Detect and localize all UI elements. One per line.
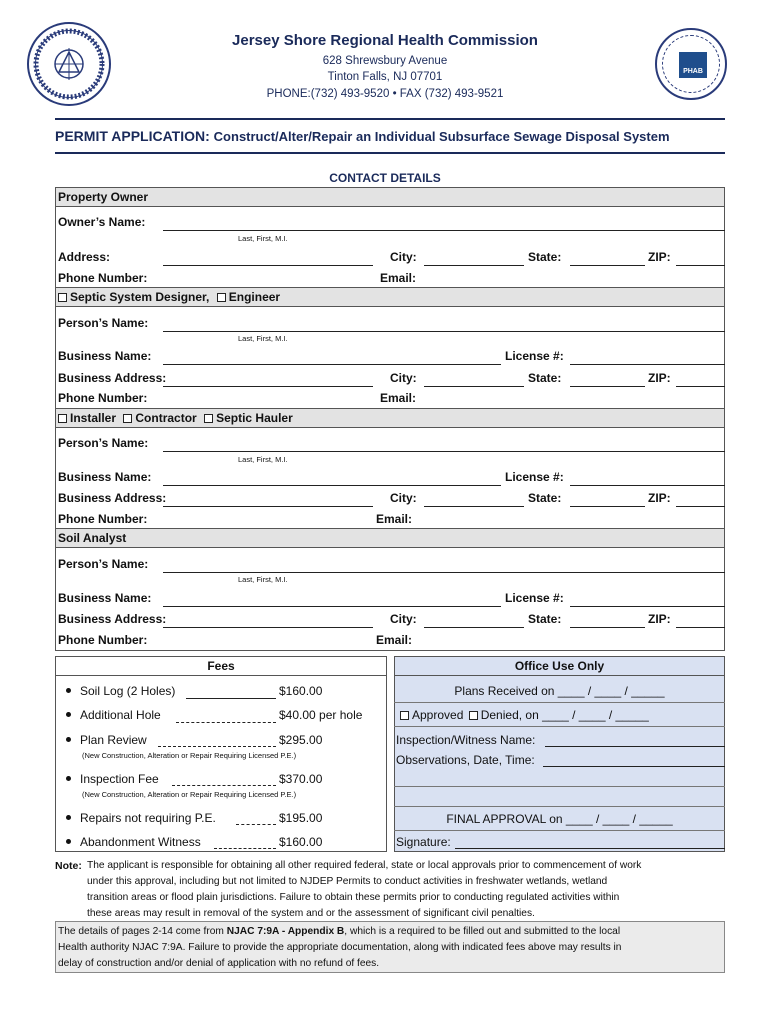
street-address: 628 Shrewsbury Avenue bbox=[322, 55, 448, 67]
signature-label: Signature: bbox=[396, 835, 451, 849]
address-field[interactable] bbox=[163, 265, 373, 266]
soil-state-label: State: bbox=[528, 612, 562, 626]
approval-row bbox=[400, 708, 649, 722]
title-bottom-rule bbox=[55, 152, 725, 154]
name-hint: Last, First, M.I. bbox=[238, 234, 288, 243]
soil-city-label: City: bbox=[390, 612, 417, 626]
address-label: Address: bbox=[58, 250, 111, 264]
signature-field[interactable] bbox=[455, 848, 725, 849]
designer-label: Septic System Designer, bbox=[70, 290, 210, 304]
section-soil-analyst-label: Soil Analyst bbox=[58, 531, 127, 545]
contact-details-heading: CONTACT DETAILS bbox=[329, 171, 441, 185]
fee-inspection-label: Inspection Fee bbox=[80, 772, 159, 786]
hauler-checkbox[interactable] bbox=[204, 414, 213, 423]
state-label: State: bbox=[528, 250, 562, 264]
installer-persons-name-label: Person’s Name: bbox=[58, 436, 149, 450]
fee-bullet bbox=[66, 688, 71, 693]
inspection-witness-label: Inspection/Witness Name: bbox=[396, 733, 536, 747]
appendix-line-1a: The details of pages 2-14 come from bbox=[58, 926, 227, 937]
email-label: Email: bbox=[380, 271, 417, 285]
designer-persons-name-label: Person’s Name: bbox=[58, 316, 149, 330]
soil-business-address-label: Business Address: bbox=[58, 612, 167, 626]
plans-received: Plans Received on ____ / ____ / _____ bbox=[454, 684, 665, 698]
phab-logo bbox=[655, 28, 727, 100]
designer-license-label: License #: bbox=[505, 349, 564, 363]
approved-label: Approved bbox=[412, 708, 464, 722]
installer-business-address-label: Business Address: bbox=[58, 491, 167, 505]
engineer-label: Engineer bbox=[228, 290, 281, 304]
page-title bbox=[55, 128, 670, 145]
owners-name-field[interactable] bbox=[163, 230, 725, 231]
soil-license-field[interactable] bbox=[570, 606, 725, 607]
office-divider bbox=[394, 830, 725, 831]
appendix-line-3: delay of construction and/or denial of application with no refund of fees. bbox=[58, 958, 380, 969]
office-divider bbox=[394, 806, 725, 807]
fee-bullet bbox=[66, 815, 71, 820]
inspection-witness-field[interactable] bbox=[545, 746, 725, 747]
soil-business-address-field[interactable] bbox=[163, 627, 373, 628]
designer-city-label: City: bbox=[390, 371, 417, 385]
installer-business-address-field[interactable] bbox=[163, 506, 373, 507]
fee-bullet bbox=[66, 839, 71, 844]
owners-name-label: Owner’s Name: bbox=[58, 215, 146, 229]
observations-label: Observations, Date, Time: bbox=[396, 753, 535, 767]
designer-zip-label: ZIP: bbox=[648, 371, 671, 385]
office-divider bbox=[394, 786, 725, 787]
denied-checkbox[interactable] bbox=[469, 711, 478, 720]
installer-license-field[interactable] bbox=[570, 485, 725, 486]
hauler-label: Septic Hauler bbox=[216, 411, 293, 425]
soil-business-name-field[interactable] bbox=[163, 606, 501, 607]
phone-label: Phone Number: bbox=[58, 271, 148, 285]
fee-additional-hole-line[interactable] bbox=[176, 722, 276, 723]
fee-bullet bbox=[66, 776, 71, 781]
contact-line: PHONE:(732) 493-9520 • FAX (732) 493-9521 bbox=[266, 88, 504, 100]
fee-plan-review-label: Plan Review bbox=[80, 733, 147, 747]
soil-zip-field[interactable] bbox=[676, 627, 725, 628]
fee-soil-log-price: $160.00 bbox=[279, 684, 323, 698]
org-name: Jersey Shore Regional Health Commission bbox=[232, 32, 538, 49]
installer-name-hint: Last, First, M.I. bbox=[238, 455, 288, 464]
fee-plan-review-line[interactable] bbox=[158, 746, 276, 747]
appendix-line-1c: , which is a required to be filled out and submitted to the local bbox=[344, 926, 621, 937]
installer-license-label: License #: bbox=[505, 470, 564, 484]
fee-inspection-note: (New Construction, Alteration or Repair Requiring Licensed P.E.) bbox=[82, 790, 297, 799]
observations-field[interactable] bbox=[543, 766, 725, 767]
denied-label: Denied, on ____ / ____ / _____ bbox=[480, 708, 649, 722]
designer-name-hint: Last, First, M.I. bbox=[238, 334, 288, 343]
installer-state-field[interactable] bbox=[570, 506, 645, 507]
designer-state-field[interactable] bbox=[570, 386, 645, 387]
appendix-ref: NJAC 7:9A - Appendix B bbox=[226, 926, 345, 937]
installer-city-field[interactable] bbox=[424, 506, 524, 507]
fee-abandonment-line[interactable] bbox=[214, 848, 276, 849]
fees-heading: Fees bbox=[207, 659, 235, 673]
office-divider bbox=[394, 726, 725, 727]
fee-plan-review-price: $295.00 bbox=[279, 733, 323, 747]
designer-business-name-field[interactable] bbox=[163, 364, 501, 365]
soil-name-hint: Last, First, M.I. bbox=[238, 575, 288, 584]
soil-zip-label: ZIP: bbox=[648, 612, 671, 626]
designer-phone-label: Phone Number: bbox=[58, 391, 148, 405]
section-property-owner-label: Property Owner bbox=[58, 190, 149, 204]
installer-business-name-label: Business Name: bbox=[58, 470, 152, 484]
designer-state-label: State: bbox=[528, 371, 562, 385]
designer-business-name-label: Business Name: bbox=[58, 349, 152, 363]
designer-business-address-field[interactable] bbox=[163, 386, 373, 387]
soil-city-field[interactable] bbox=[424, 627, 524, 628]
section-property-owner bbox=[55, 187, 725, 207]
designer-business-address-label: Business Address: bbox=[58, 371, 167, 385]
fee-additional-hole-price: $40.00 per hole bbox=[279, 708, 363, 722]
fee-soil-log-label: Soil Log (2 Holes) bbox=[80, 684, 176, 698]
fee-repairs-line[interactable] bbox=[236, 824, 276, 825]
note-label: Note: bbox=[55, 860, 82, 872]
installer-label: Installer bbox=[70, 411, 117, 425]
city-address: Tinton Falls, NJ 07701 bbox=[327, 71, 443, 83]
engineer-checkbox[interactable] bbox=[217, 293, 226, 302]
section-designer-engineer bbox=[55, 287, 725, 307]
soil-phone-label: Phone Number: bbox=[58, 633, 148, 647]
note-line-2: under this approval, including but not limited to NJDEP Permits to conduct activities in freshwater wetlands, wetland bbox=[87, 876, 608, 887]
designer-checkbox[interactable] bbox=[58, 293, 67, 302]
soil-state-field[interactable] bbox=[570, 627, 645, 628]
soil-persons-name-field[interactable] bbox=[163, 572, 725, 573]
designer-zip-field[interactable] bbox=[676, 386, 725, 387]
note-line-4: these areas may result in removal of the system and or the assessment of significant civil penalties. bbox=[87, 908, 535, 919]
soil-business-name-label: Business Name: bbox=[58, 591, 152, 605]
contractor-checkbox[interactable] bbox=[123, 414, 132, 423]
fee-bullet bbox=[66, 737, 71, 742]
fee-repairs-price: $195.00 bbox=[279, 811, 323, 825]
title-rest: Construct/Alter/Repair an Individual Subsurface Sewage Disposal System bbox=[213, 129, 670, 144]
fee-abandonment-label: Abandonment Witness bbox=[80, 835, 201, 849]
soil-persons-name-label: Person’s Name: bbox=[58, 557, 149, 571]
fee-bullet bbox=[66, 712, 71, 717]
city-label: City: bbox=[390, 250, 417, 264]
installer-state-label: State: bbox=[528, 491, 562, 505]
phab-text: PHAB bbox=[683, 68, 703, 75]
fee-soil-log-line[interactable] bbox=[186, 698, 276, 699]
appendix-line-2: Health authority NJAC 7:9A. Failure to provide the appropriate documentation, along with indicated fees above may results in bbox=[58, 942, 622, 953]
final-approval: FINAL APPROVAL on ____ / ____ / _____ bbox=[446, 812, 673, 826]
installer-zip-label: ZIP: bbox=[648, 491, 671, 505]
title-prefix: PERMIT APPLICATION: bbox=[55, 128, 210, 144]
installer-checkbox[interactable] bbox=[58, 414, 67, 423]
installer-business-name-field[interactable] bbox=[163, 485, 501, 486]
installer-email-label: Email: bbox=[376, 512, 413, 526]
fee-abandonment-price: $160.00 bbox=[279, 835, 323, 849]
title-top-rule bbox=[55, 118, 725, 120]
installer-persons-name-field[interactable] bbox=[163, 451, 725, 452]
fee-repairs-label: Repairs not requiring P.E. bbox=[80, 811, 216, 825]
designer-license-field[interactable] bbox=[570, 364, 725, 365]
appendix-line-1 bbox=[58, 925, 620, 939]
note-line-1: The applicant is responsible for obtaining all other required federal, state or local approvals prior to commencement of work bbox=[87, 860, 642, 871]
fee-inspection-line[interactable] bbox=[172, 785, 276, 786]
soil-email-label: Email: bbox=[376, 633, 413, 647]
section-installer-contractor-hauler bbox=[55, 408, 725, 428]
fee-inspection-price: $370.00 bbox=[279, 772, 323, 786]
installer-zip-field[interactable] bbox=[676, 506, 725, 507]
designer-email-label: Email: bbox=[380, 391, 417, 405]
section-soil-analyst bbox=[55, 528, 725, 548]
soil-license-label: License #: bbox=[505, 591, 564, 605]
city-field[interactable] bbox=[424, 265, 524, 266]
zip-field[interactable] bbox=[676, 265, 725, 266]
office-divider bbox=[394, 702, 725, 703]
designer-persons-name-field[interactable] bbox=[163, 331, 725, 332]
installer-city-label: City: bbox=[390, 491, 417, 505]
designer-city-field[interactable] bbox=[424, 386, 524, 387]
zip-label: ZIP: bbox=[648, 250, 671, 264]
approved-checkbox[interactable] bbox=[400, 711, 409, 720]
fee-plan-review-note: (New Construction, Alteration or Repair Requiring Licensed P.E.) bbox=[82, 751, 297, 760]
state-field[interactable] bbox=[570, 265, 645, 266]
contractor-label: Contractor bbox=[135, 411, 197, 425]
fee-additional-hole-label: Additional Hole bbox=[80, 708, 161, 722]
office-heading: Office Use Only bbox=[514, 659, 605, 673]
installer-phone-label: Phone Number: bbox=[58, 512, 148, 526]
note-line-3: transition areas or flood plain jurisdictions. Failure to obtain these permits prior to conducting regulated activities within bbox=[87, 892, 620, 903]
